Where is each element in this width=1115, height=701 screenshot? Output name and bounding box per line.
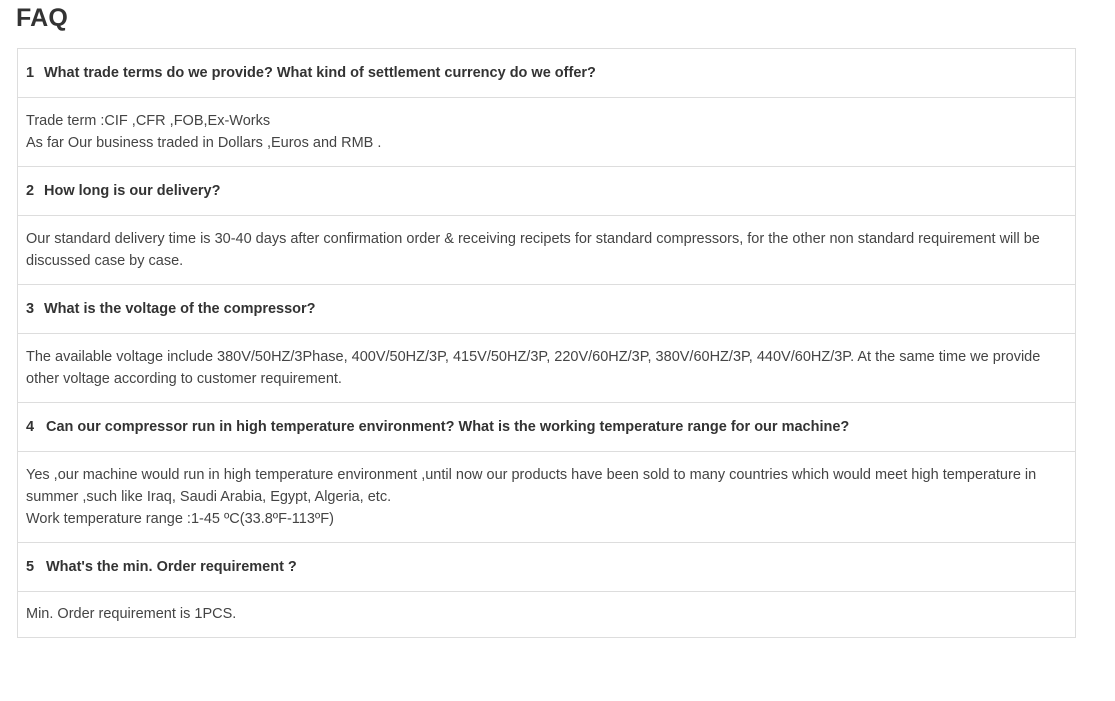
faq-answer-row xyxy=(18,592,1075,638)
faq-answer-3 xyxy=(26,334,1067,402)
faq-number-1: 1 xyxy=(26,65,35,81)
faq-answer-5 xyxy=(26,592,1067,637)
faq-question-row[interactable] xyxy=(18,403,1075,452)
faq-number-5: 5 xyxy=(26,558,35,575)
faq-answer-line: Min. Order requirement is 1PCS. xyxy=(26,605,237,622)
faq-answer-row xyxy=(18,334,1075,403)
faq-number-2: 2 xyxy=(26,182,35,199)
faq-number-4: 4 xyxy=(26,418,35,435)
page-title: FAQ xyxy=(16,4,68,32)
faq-question-row[interactable] xyxy=(18,285,1075,334)
faq-answer-4 xyxy=(26,452,1067,542)
faq-question-text-1: What trade terms do we provide? What kind of settlement currency do we offer? xyxy=(44,65,596,81)
faq-answer-line: Work temperature range :1-45 ºC(33.8ºF-113ºF) xyxy=(26,510,334,527)
faq-question-5 xyxy=(26,543,1067,591)
faq-number-3: 3 xyxy=(26,300,35,317)
faq-question-3 xyxy=(26,285,1067,333)
faq-question-text-3: What is the voltage of the compressor? xyxy=(44,300,316,317)
faq-answer-row xyxy=(18,216,1075,285)
faq-question-row[interactable] xyxy=(18,543,1075,592)
faq-answer-line: As far Our business traded in Dollars ,Euros and RMB . xyxy=(26,134,382,151)
faq-answer-row xyxy=(18,452,1075,543)
faq-answer-2 xyxy=(26,216,1067,284)
faq-table xyxy=(17,48,1076,638)
faq-answer-line: The available voltage include 380V/50HZ/3Phase, 400V/50HZ/3P, 415V/50HZ/3P, 220V/60HZ/3P, 380V/60HZ/3P, 440V/60HZ/3P. At the same time we provide other voltage according to customer requirement. xyxy=(26,348,1041,387)
faq-question-text-4: Can our compressor run in high temperature environment? What is the working temperature range for our machine? xyxy=(46,418,850,435)
faq-question-text-5: What's the min. Order requirement ? xyxy=(46,558,297,575)
faq-question-1 xyxy=(26,49,1067,97)
faq-answer-line: Our standard delivery time is 30-40 days after confirmation order & receiving recipets for standard compressors, for the other non standard requirement will be discussed case by case. xyxy=(26,230,1040,269)
faq-answer-row xyxy=(18,98,1075,167)
faq-answer-line: Trade term :CIF ,CFR ,FOB,Ex-Works xyxy=(26,112,271,129)
faq-question-text-2: How long is our delivery? xyxy=(44,182,221,199)
faq-question-2 xyxy=(26,167,1067,215)
faq-question-row[interactable] xyxy=(18,49,1075,98)
faq-question-row[interactable] xyxy=(18,167,1075,216)
faq-answer-line: Yes ,our machine would run in high temperature environment ,until now our products have been sold to many countries which would meet high temperature in summer ,such like Iraq, Saudi Arabia, Egypt, Algeria, etc. xyxy=(26,466,1037,505)
faq-answer-1 xyxy=(26,98,1067,166)
faq-question-4 xyxy=(26,403,1067,451)
